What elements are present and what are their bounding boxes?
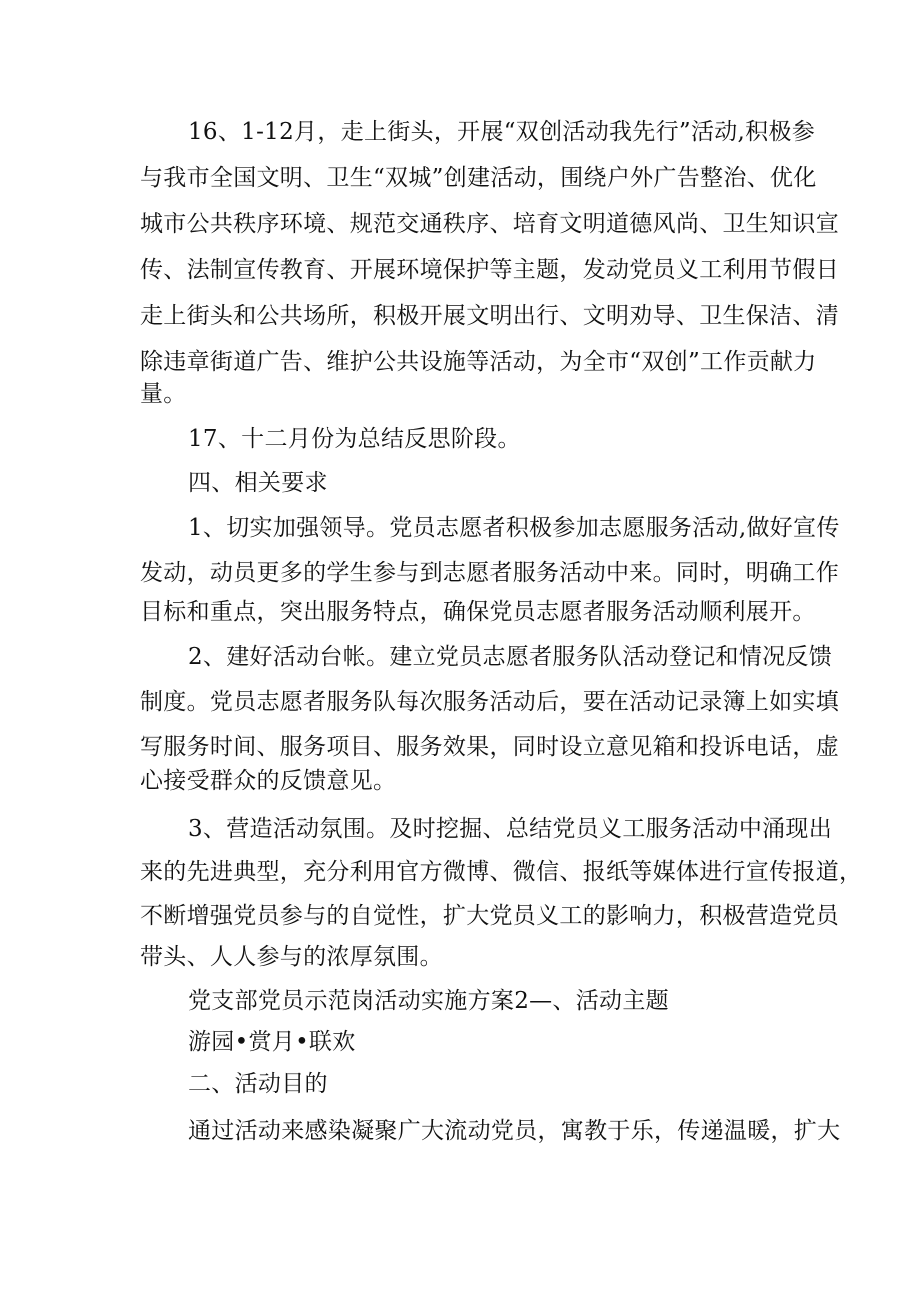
paragraph-16-line-6: 除违章街道广告、维护公共设施等活动，为全市“双创”工作贡献力 [140, 349, 817, 375]
paragraph-16-line-5: 走上街头和公共场所，积极开展文明出行、文明劝导、卫生保洁、清 [140, 303, 839, 329]
requirement-2-line-1: 2、建好活动台帐。建立党员志愿者服务队活动登记和情况反馈 [188, 644, 833, 670]
requirement-3-line-3: 不断增强党员参与的自觉性，扩大党员义工的影响力，积极营造党员 [140, 903, 839, 929]
requirement-2-line-3: 写服务时间、服务项目、服务效果，同时设立意见箱和投诉电话，虚 [140, 734, 839, 760]
section-heading-requirements: 四、相关要求 [188, 470, 328, 496]
paragraph-16-line-3: 城市公共秩序环境、规范交通秩序、培育文明道德风尚、卫生知识宣 [140, 211, 839, 237]
requirement-1-line-2: 发动，动员更多的学生参与到志愿者服务活动中来。同时，明确工作 [140, 560, 839, 586]
paragraph-16-line-2: 与我市全国文明、卫生“双城”创建活动，围绕户外广告整治、优化 [140, 165, 817, 191]
requirement-1-line-1: 1、切实加强领导。党员志愿者积极参加志愿服务活动,做好宣传 [188, 515, 840, 541]
paragraph-16-line-4: 传、法制宣传教育、开展环境保护等主题，发动党员义工利用节假日 [140, 257, 839, 283]
activity-theme: 游园•赏月•联欢 [188, 1029, 356, 1055]
purpose-line-1: 通过活动来感染凝聚广大流动党员，寓教于乐，传递温暖，扩大 [188, 1118, 841, 1144]
paragraph-16-line-1: 16、1-12月，走上街头，开展“双创活动我先行”活动,积极参 [188, 119, 816, 145]
requirement-2-line-4: 心接受群众的反馈意见。 [140, 768, 397, 794]
plan-2-title: 党支部党员示范岗活动实施方案2—、活动主题 [188, 988, 669, 1014]
requirement-3-line-4: 带头、人人参与的浓厚氛围。 [140, 944, 443, 970]
requirement-3-line-2: 来的先进典型，充分利用官方微博、微信、报纸等媒体进行宣传报道， [140, 859, 863, 885]
section-heading-purpose: 二、活动目的 [188, 1071, 328, 1097]
paragraph-16-line-7: 量。 [140, 381, 187, 407]
requirement-2-line-2: 制度。党员志愿者服务队每次服务活动后，要在活动记录簿上如实填 [140, 689, 839, 715]
requirement-3-line-1: 3、营造活动氛围。及时挖掘、总结党员义工服务活动中涌现出 [188, 816, 833, 842]
paragraph-17: 17、十二月份为总结反思阶段。 [188, 426, 521, 452]
requirement-1-line-3: 目标和重点，突出服务特点，确保党员志愿者服务活动顺利展开。 [140, 599, 816, 625]
